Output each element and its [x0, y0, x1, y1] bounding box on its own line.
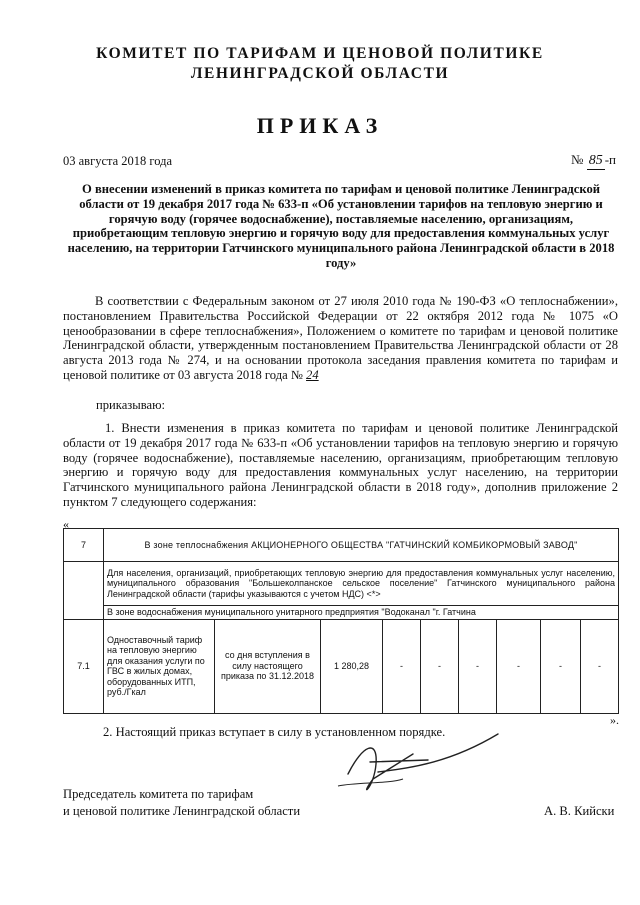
tariff-value: 1 280,28	[321, 619, 383, 713]
number-sign: №	[571, 152, 584, 167]
order-word: приказываю:	[96, 398, 166, 412]
tariff-name: Одноставочный тариф на тепловую энергию для оказания услуги по ГВС в жилых домах, оборудованных ИТП, руб./Гкал	[104, 619, 215, 713]
order-date: 03 августа 2018 года	[63, 154, 173, 168]
order-number	[571, 152, 616, 170]
signatory-name: А. В. Кийски	[544, 804, 615, 818]
quote-open: «	[63, 517, 69, 531]
order-title: ПРИКАЗ	[256, 113, 384, 138]
order-subject: О внесении изменений в приказ комитета по тарифам и ценовой политике Ленинградской области от 19 декабря 2017 года № 633-п «Об установлении тарифов на тепловую энергию и горячую воду (горячее водоснабжение), поставляемые населению, организациям, приобретающим тепловую энергию и горячую воду для предоставления коммунальных услуг населению, на территории Гатчинского муниципального района Ленинградской области в 2018 году»	[67, 182, 615, 270]
empty-value: -	[383, 619, 421, 713]
signatory-title-line1: Председатель комитета по тарифам	[63, 787, 254, 801]
legal-basis-paragraph	[63, 294, 618, 383]
water-supply-zone: В зоне водоснабжения муниципального унитарного предприятия "Водоканал "г. Гатчина	[104, 606, 619, 620]
quote-close: ».	[610, 713, 619, 727]
tariff-table	[63, 528, 619, 714]
heat-supply-zone: В зоне теплоснабжения АКЦИОНЕРНОГО ОБЩЕСТВА "ГАТЧИНСКИЙ КОМБИКОРМОВЫЙ ЗАВОД"	[104, 529, 619, 562]
table-row	[64, 606, 619, 620]
number-suffix: -п	[604, 152, 616, 167]
handwritten-protocol-number: 24	[306, 367, 319, 382]
empty-value: -	[581, 619, 619, 713]
paragraph-1: 1. Внести изменения в приказ комитета по тарифам и ценовой политике Ленинградской области от 19 декабря 2017 года № 633-п «Об установлении тарифов на тепловую энергию и горячую воду (горячее водоснабжение), поставляемые населению, организациям, приобретающим тепловую энергию и горячую воду для предоставления коммунальных услуг населению, на территории Гатчинского муниципального района Ленинградской области в 2018 году», дополнив приложение 2 пунктом 7 следующего содержания:	[63, 421, 618, 509]
table-row	[64, 619, 619, 713]
table-row	[64, 529, 619, 562]
signature-image	[318, 724, 518, 804]
empty-value: -	[421, 619, 459, 713]
empty-value: -	[459, 619, 497, 713]
empty-value: -	[541, 619, 581, 713]
committee-name-line1: КОМИТЕТ ПО ТАРИФАМ И ЦЕНОВОЙ ПОЛИТИКЕ	[96, 45, 544, 62]
empty-cell	[64, 562, 104, 620]
consumer-group-description: Для населения, организаций, приобретающих тепловую энергию для предоставления коммунальных услуг населению, муниципального образования "Большеколпанское сельское поселение" Гатчинского муниципального района Ленинградской области (тарифы указываются с учетом НДС) <*>	[104, 562, 619, 606]
legal-basis-text: В соответствии с Федеральным законом от 27 июля 2010 года № 190-ФЗ «О теплоснабжении», постановлением Правительства Российской Федерации от 22 октября 2012 года № 1075 «О ценообразовании в сфере теплоснабжения», Положением о комитете по тарифам и ценовой политике Ленинградской области, утвержденным постановлением Правительства Ленинградской области от 28 августа 2013 года № 274, и на основании протокола заседания правления комитета по тарифам и ценовой политике от 03 августа 2018 года №	[63, 294, 618, 382]
row-number: 7.1	[64, 619, 104, 713]
row-number: 7	[64, 529, 104, 562]
committee-name-line2: ЛЕНИНГРАДСКОЙ ОБЛАСТИ	[190, 65, 450, 82]
validity-period: со дня вступления в силу настоящего приказа по 31.12.2018	[215, 619, 321, 713]
table-row	[64, 562, 619, 606]
paragraph-2: 2. Настоящий приказ вступает в силу в установленном порядке.	[103, 725, 446, 739]
empty-value: -	[497, 619, 541, 713]
handwritten-order-number: 85	[588, 153, 603, 168]
signatory-title-line2: и ценовой политике Ленинградской области	[63, 804, 301, 818]
